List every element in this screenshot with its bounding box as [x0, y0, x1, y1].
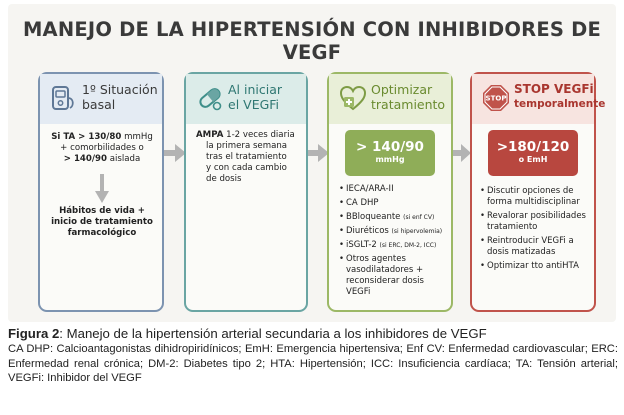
step-stop-vegfi-header: [472, 74, 606, 124]
step-start-vegfi-card: [184, 72, 308, 312]
flow-arrow-3-icon: [453, 144, 471, 162]
diagram-title: MANEJO DE LA HIPERTENSIÓN CON INHIBIDORES DE VEGF: [22, 18, 602, 64]
stop-sign-label: STOP: [485, 94, 507, 103]
step-baseline-card: [38, 72, 164, 312]
optimize-treatment-list: [339, 184, 451, 301]
stop-sign-icon: [482, 84, 510, 112]
stop-actions-list: [480, 186, 594, 275]
list-item: • Discutir opciones de forma multidisciplinar: [480, 186, 594, 208]
heart-plus-icon: [339, 84, 367, 112]
list-item: • iSGLT-2 (si ERC, DM-2, ICC): [339, 240, 451, 251]
blood-pressure-monitor-icon: [50, 84, 76, 114]
step-stop-vegfi-card: [470, 72, 606, 312]
optimize-threshold-badge: > 140/90 mmHg: [345, 130, 435, 176]
step-baseline-title: 1º Situación basal: [82, 82, 158, 112]
caption-title: Figura 2: Manejo de la hipertensión arterial secundaria a los inhibidores de VEGF: [8, 326, 487, 341]
step-start-vegfi-title: Al iniciar el VEGFi: [228, 82, 283, 112]
step-optimize-title: Optimizar tratamiento: [371, 82, 446, 112]
list-item: • Otros agentes vasodilatadores + reconsiderar dosis VEGFi: [339, 254, 451, 298]
list-item: • CA DHP: [339, 198, 451, 209]
down-arrow-icon: [95, 174, 109, 204]
step-start-vegfi-header: [186, 74, 306, 124]
flow-arrow-2-icon: [308, 144, 329, 162]
flow-diagram: [8, 4, 616, 322]
step-optimize-header: [329, 74, 451, 124]
baseline-action: Hábitos de vida + inicio de tratamiento farmacológico: [51, 206, 153, 238]
list-item: • BBloqueante (si enf CV): [339, 212, 451, 223]
flow-arrow-1-icon: [164, 144, 186, 162]
list-item: • Optimizar tto antiHTA: [480, 261, 594, 272]
start-vegfi-text: AMPA 1-2 veces diaria la primera semana tras el tratamiento y con cada cambio de dosis: [196, 130, 295, 184]
figure-caption: [8, 325, 618, 386]
step-stop-vegfi-title: STOP VEGFi temporalmente: [514, 82, 606, 110]
list-item: • Reintroducir VEGFi a dosis matizadas: [480, 236, 594, 258]
list-item: • Diuréticos (si hipervolemia): [339, 226, 451, 237]
step-baseline-header: [40, 74, 162, 124]
pill-capsule-icon: [196, 84, 224, 112]
list-item: • Revalorar posibilidades tratamiento: [480, 211, 594, 233]
caption-legend: CA DHP: Calcioantagonistas dihidropiridínicos; EmH: Emergencia hipertensiva; Enf CV: Enfermedad cardiovascular; ERC: Enfermedad renal crónica; DM-2: Diabetes tipo 2; HTA: Hipertensión; ICC: Insuficiencia cardíaca; TA: Tensión arterial; VEGFi: Inhibidor del VEGF: [8, 343, 618, 385]
stop-threshold-badge: >180/120 o EmH: [488, 130, 578, 176]
list-item: • IECA/ARA-II: [339, 184, 451, 195]
baseline-criteria: Si TA > 130/80 mmHg + comorbilidades o > 140/90 aislada: [51, 132, 153, 164]
step-optimize-card: [327, 72, 453, 312]
